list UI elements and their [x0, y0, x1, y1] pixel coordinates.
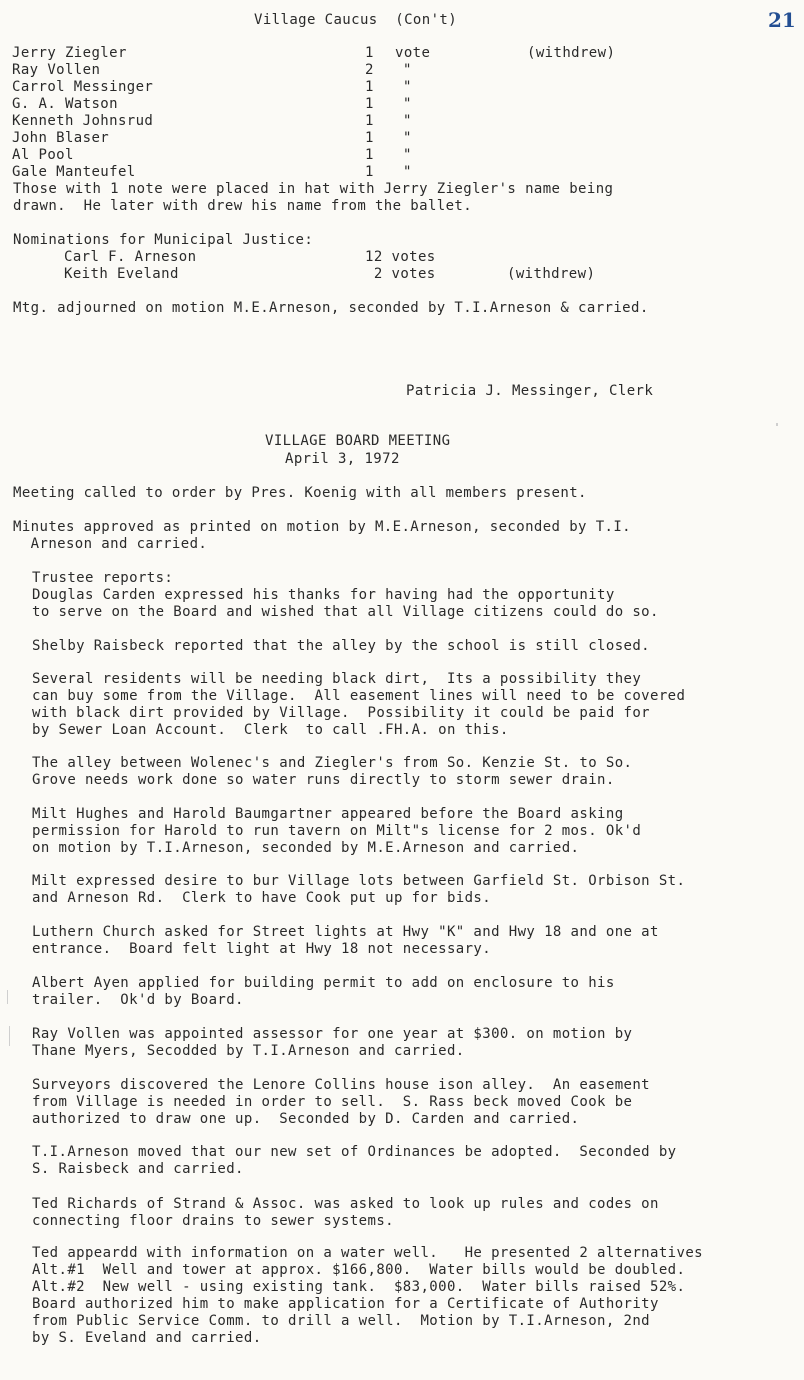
candidate-name: Carrol Messinger: [12, 79, 154, 95]
candidate-name: G. A. Watson: [12, 96, 118, 112]
tally-row: [0, 113, 804, 130]
vote-unit: vote: [395, 45, 431, 61]
justice-note: (withdrew): [507, 266, 596, 282]
vote-count: 1: [365, 45, 374, 61]
tie-note: Those with 1 note were placed in hat with Jerry Ziegler's name being drawn. He later with drew his name from the ballet.: [13, 181, 614, 214]
paper-speck: [776, 423, 778, 426]
call-to-order: Meeting called to order by Pres. Koenig with all members present.: [13, 485, 587, 501]
candidate-name: Gale Manteufel: [12, 164, 136, 180]
candidate-name: Ray Vollen: [12, 62, 101, 78]
margin-mark: [7, 990, 8, 1004]
candidate-name: John Blaser: [12, 130, 110, 146]
justice-row: [0, 266, 804, 283]
board-title: VILLAGE BOARD MEETING: [265, 433, 451, 449]
paragraph: The alley between Wolenec's and Ziegler's from So. Kenzie St. to So. Grove needs work done so water runs directly to storm sewer drain.: [32, 755, 633, 788]
tally-row: [0, 130, 804, 147]
vote-unit: ": [403, 79, 412, 95]
adjourn-line: Mtg. adjourned on motion M.E.Arneson, seconded by T.I.Arneson & carried.: [13, 300, 649, 316]
vote-count: 2: [365, 62, 374, 78]
vote-unit: ": [403, 113, 412, 129]
paragraph: Trustee reports: Douglas Carden expressed his thanks for having had the opportunity to serve on the Board and wished that all Village citizens could do so.: [32, 570, 659, 620]
paragraph: Luthern Church asked for Street lights at Hwy "K" and Hwy 18 and one at entrance. Board felt light at Hwy 18 not necessary.: [32, 924, 659, 957]
paragraph: Milt expressed desire to bur Village lots between Garfield St. Orbison St. and Arneson Rd. Clerk to have Cook put up for bids.: [32, 873, 686, 906]
tally-note: (withdrew): [527, 45, 616, 61]
candidate-name: Jerry Ziegler: [12, 45, 127, 61]
candidate-name: Kenneth Johnsrud: [12, 113, 154, 129]
board-date: April 3, 1972: [285, 451, 400, 467]
justice-votes: 2 votes: [365, 266, 436, 282]
minutes-approval: Minutes approved as printed on motion by M.E.Arneson, seconded by T.I. Arneson and carried.: [13, 519, 632, 552]
paragraph: Ray Vollen was appointed assessor for one year at $300. on motion by Thane Myers, Secodded by T.I.Arneson and carried.: [32, 1026, 633, 1059]
vote-count: 1: [365, 79, 374, 95]
vote-unit: ": [403, 147, 412, 163]
tally-row: [0, 164, 804, 181]
justice-candidate: Keith Eveland: [64, 266, 179, 282]
tally-row: [0, 79, 804, 96]
paragraph: Shelby Raisbeck reported that the alley by the school is still closed.: [32, 638, 651, 654]
vote-count: 1: [365, 130, 374, 146]
tally-row: [0, 62, 804, 79]
paragraph: Surveyors discovered the Lenore Collins house ison alley. An easement from Village is needed in order to sell. S. Rass beck moved Cook be authorized to draw one up. Seconded by D. Carden and carried.: [32, 1077, 651, 1127]
justice-candidate: Carl F. Arneson: [64, 249, 197, 265]
tally-row: [0, 45, 804, 62]
tally-row: [0, 96, 804, 113]
justice-heading: Nominations for Municipal Justice:: [13, 232, 314, 248]
vote-count: 1: [365, 96, 374, 112]
vote-unit: ": [403, 164, 412, 180]
vote-unit: ": [403, 130, 412, 146]
paragraph: Albert Ayen applied for building permit to add on enclosure to his trailer. Ok'd by Board.: [32, 975, 615, 1008]
vote-count: 1: [365, 164, 374, 180]
paragraph: T.I.Arneson moved that our new set of Ordinances be adopted. Seconded by S. Raisbeck and carried.: [32, 1144, 677, 1177]
paragraph: Several residents will be needing black dirt, Its a possibility they can buy some from the Village. All easement lines will need to be covered with black dirt provided by Village. Possibility it could be paid for by Sewer Loan Account. Clerk to call .FH.A. on this.: [32, 671, 686, 738]
justice-row: [0, 249, 804, 266]
clerk-signature: Patricia J. Messinger, Clerk: [406, 383, 654, 399]
paragraph: Milt Hughes and Harold Baumgartner appeared before the Board asking permission for Harold to run tavern on Milt"s license for 2 mos. Ok'd on motion by T.I.Arneson, seconded by M.E.Arneson and carried.: [32, 806, 642, 856]
candidate-name: Al Pool: [12, 147, 74, 163]
tally-row: [0, 147, 804, 164]
justice-votes: 12 votes: [365, 249, 436, 265]
page-heading: Village Caucus (Con't): [254, 12, 458, 28]
paragraph: Ted appeardd with information on a water well. He presented 2 alternatives Alt.#1 Well and tower at approx. $166,800. Water bills would be doubled. Alt.#2 New well - using existing tank. $83,000. Water bills raised 52%. Board authorized him to make application for a Certificate of Authority from Public Service Comm. to drill a well. Motion by T.I.Arneson, 2nd by S. Eveland and carried.: [32, 1245, 703, 1346]
paragraph: Ted Richards of Strand & Assoc. was asked to look up rules and codes on connecting floor drains to sewer systems.: [32, 1196, 659, 1229]
margin-mark: [9, 1026, 10, 1046]
vote-count: 1: [365, 113, 374, 129]
page-number: 21: [768, 8, 796, 32]
vote-count: 1: [365, 147, 374, 163]
vote-unit: ": [403, 62, 412, 78]
vote-unit: ": [403, 96, 412, 112]
